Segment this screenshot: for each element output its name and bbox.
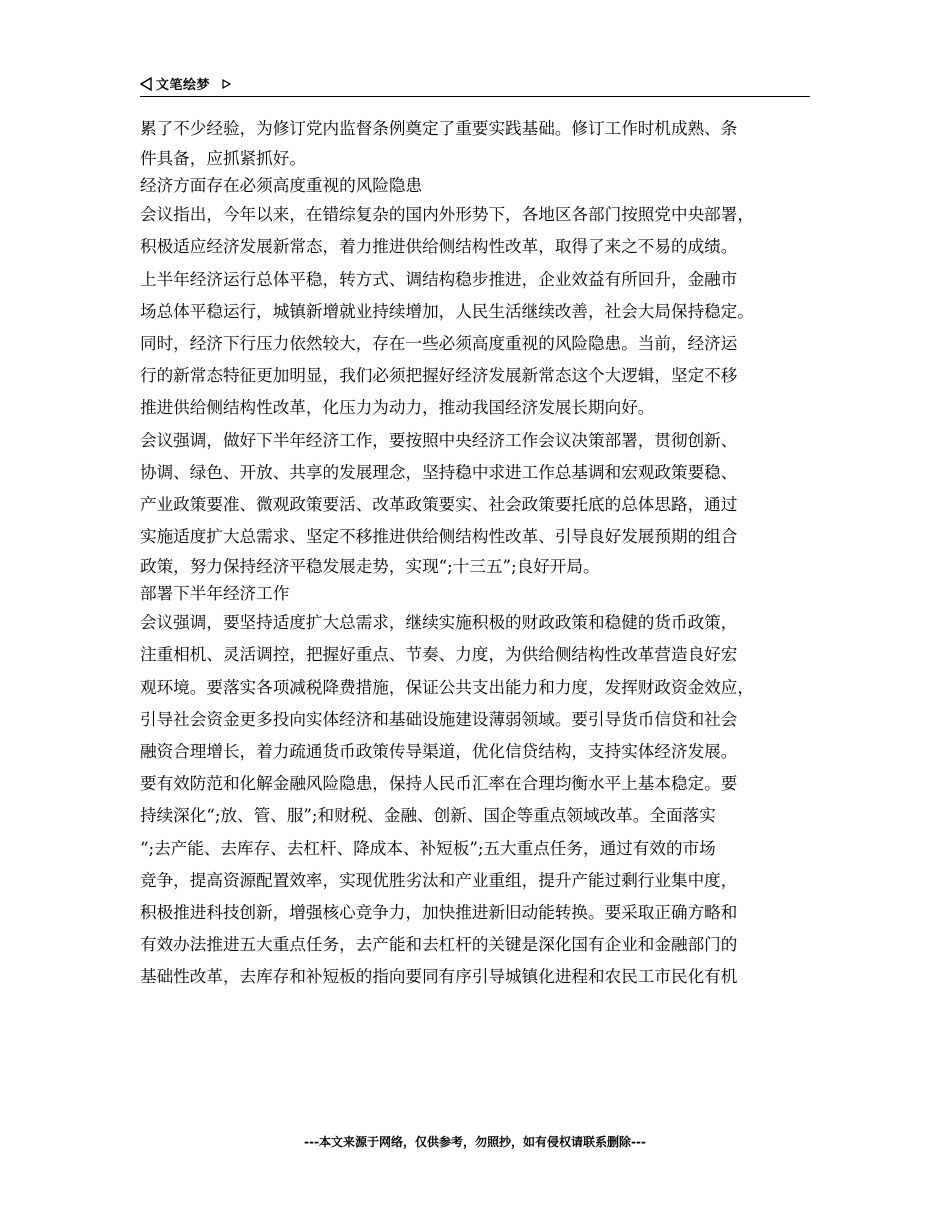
body-line: 推进供给侧结构性改革，化压力为动力，推动我国经济发展长期向好。 bbox=[140, 398, 655, 418]
body-line: 要有效防范和化解金融风险隐患，保持人民币汇率在合理均衡水平上基本稳定。要 bbox=[140, 774, 738, 794]
body-line: 会议强调，做好下半年经济工作，要按照中央经济工作会议决策部署，贯彻创新、 bbox=[140, 430, 738, 450]
body-line: 有效办法推进五大重点任务，去产能和去杠杆的关键是深化国有企业和金融部门的 bbox=[140, 935, 738, 955]
section-heading: 部署下半年经济工作 bbox=[140, 584, 290, 604]
body-line: 实施适度扩大总需求、坚定不移推进供给侧结构性改革、引导良好发展预期的组合 bbox=[140, 527, 738, 547]
body-line: 政策，努力保持经济平稳发展走势，实现“;十三五”;良好开局。 bbox=[140, 557, 600, 577]
body-line: 会议强调，要坚持适度扩大总需求，继续实施积极的财政政策和稳健的货币政策， bbox=[140, 613, 738, 633]
page-footer: ---本文来源于网络，仅供参考，勿照抄，如有侵权请联系删除--- bbox=[304, 1135, 646, 1149]
triangle-right-icon bbox=[222, 79, 231, 89]
body-line: 基础性改革，去库存和补短板的指向要同有序引导城镇化进程和农民工市民化有机 bbox=[140, 967, 738, 987]
page-header bbox=[140, 72, 810, 97]
document-body bbox=[140, 113, 815, 994]
body-line: 积极适应经济发展新常态，着力推进供给侧结构性改革，取得了来之不易的成绩。 bbox=[140, 237, 738, 257]
body-line: 会议指出，今年以来，在错综复杂的国内外形势下，各地区各部门按照党中央部署， bbox=[140, 205, 754, 225]
body-line: 产业政策要准、微观政策要活、改革政策要实、社会政策要托底的总体思路，通过 bbox=[140, 494, 738, 514]
header-brand bbox=[140, 74, 231, 93]
brand-text: 文笔绘梦 bbox=[156, 78, 211, 93]
body-line: 同时，经济下行压力依然较大，存在一些必须高度重视的风险隐患。当前，经济运 bbox=[140, 333, 738, 353]
body-line: 场总体平稳运行，城镇新增就业持续增加，人民生活继续改善，社会大局保持稳定。 bbox=[140, 301, 754, 321]
body-line: “;去产能、去库存、去杠杆、降成本、补短板”;五大重点任务，通过有效的市场 bbox=[140, 838, 716, 858]
body-line: 累了不少经验，为修订党内监督条例奠定了重要实践基础。修订工作时机成熟、条 bbox=[140, 119, 738, 138]
triangle-left-icon bbox=[140, 77, 152, 91]
body-line: 竞争，提高资源配置效率，实现优胜劣汰和产业重组，提升产能过剩行业集中度， bbox=[140, 870, 738, 890]
body-line: 协调、绿色、开放、共享的发展理念，坚持稳中求进工作总基调和宏观政策要稳、 bbox=[140, 462, 738, 482]
body-line: 上半年经济运行总体平稳，转方式、调结构稳步推进，企业效益有所回升，金融市 bbox=[140, 269, 738, 289]
body-line: 持续深化“;放、管、服”;和财税、金融、创新、国企等重点领域改革。全面落实 bbox=[140, 806, 716, 826]
body-line: 融资合理增长，着力疏通货币政策传导渠道，优化信贷结构，支持实体经济发展。 bbox=[140, 742, 738, 761]
body-line: 观环境。要落实各项减税降费措施，保证公共支出能力和力度，发挥财政资金效应， bbox=[140, 677, 754, 697]
body-line: 注重相机、灵活调控，把握好重点、节奏、力度，为供给侧结构性改革营造良好宏 bbox=[140, 645, 738, 665]
body-line: 积极推进科技创新，增强核心竞争力，加快推进新旧动能转换。要采取正确方略和 bbox=[140, 902, 738, 922]
body-line: 引导社会资金更多投向实体经济和基础设施建设薄弱领域。要引导货币信贷和社会 bbox=[140, 709, 738, 729]
body-line: 件具备，应抓紧抓好。 bbox=[140, 149, 306, 169]
section-heading: 经济方面存在必须高度重视的风险隐患 bbox=[140, 176, 423, 196]
body-line: 行的新常态特征更加明显，我们必须把握好经济发展新常态这个大逻辑，坚定不移 bbox=[140, 366, 738, 386]
